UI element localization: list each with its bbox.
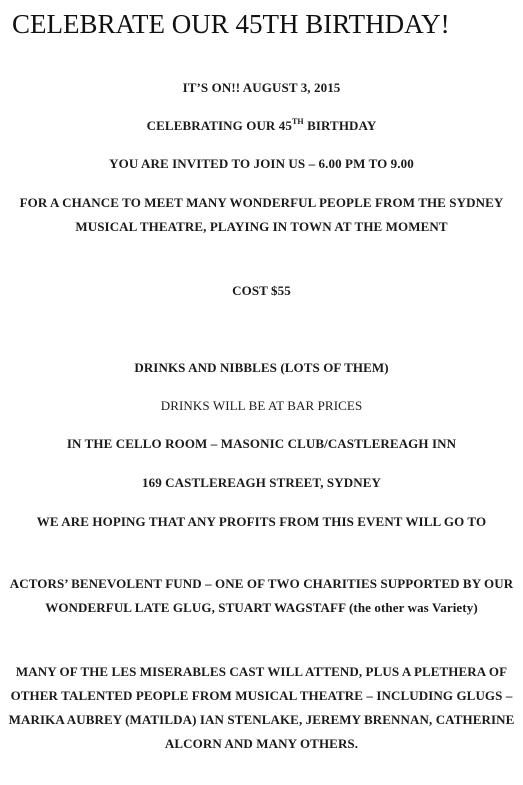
address-line: 169 CASTLEREAGH STREET, SYDNEY [142,475,381,490]
page-title: CELEBRATE OUR 45TH BIRTHDAY! [12,9,450,39]
ordinal-suffix: TH [291,117,304,126]
celebration-line [6,114,517,138]
attendees-line: MANY OF THE LES MISERABLES CAST WILL ATTEND, PLUS A PLETHERA OF OTHER TALENTED PEOPLE FROM MUSICAL THEATRE – INCLUDING GLUGS – MARIKA AUBREY (MATILDA) IAN STENLAKE, JEREMY BRENNAN, CATHERINE ALCORN AND MANY OTHERS. [8,664,515,751]
venue-line: IN THE CELLO ROOM – MASONIC CLUB/CASTLEREAGH INN [66,436,457,451]
profits-line: WE ARE HOPING THAT ANY PROFITS FROM THIS EVENT WILL GO TO [36,514,487,529]
celebration-text: CELEBRATING OUR 45 [146,118,292,133]
invitation-time-line: YOU ARE INVITED TO JOIN US – 6.00 PM TO 9.00 [109,156,414,171]
drinks-nibbles-line: DRINKS AND NIBBLES (LOTS OF THEM) [134,360,389,375]
bar-prices-line: DRINKS WILL BE AT BAR PRICES [160,398,363,413]
celebration-text-end: BIRTHDAY [303,118,377,133]
event-date-line: IT’S ON!! AUGUST 3, 2015 [182,80,341,95]
charity-line: ACTORS’ BENEVOLENT FUND – ONE OF TWO CHARITIES SUPPORTED BY OUR WONDERFUL LATE GLUG, STUART WAGSTAFF (the other was Variety) [9,576,514,615]
cost-line: COST $55 [232,283,291,298]
event-description: FOR A CHANCE TO MEET MANY WONDERFUL PEOPLE FROM THE SYDNEY MUSICAL THEATRE, PLAYING IN TOWN AT THE MOMENT [19,195,504,234]
